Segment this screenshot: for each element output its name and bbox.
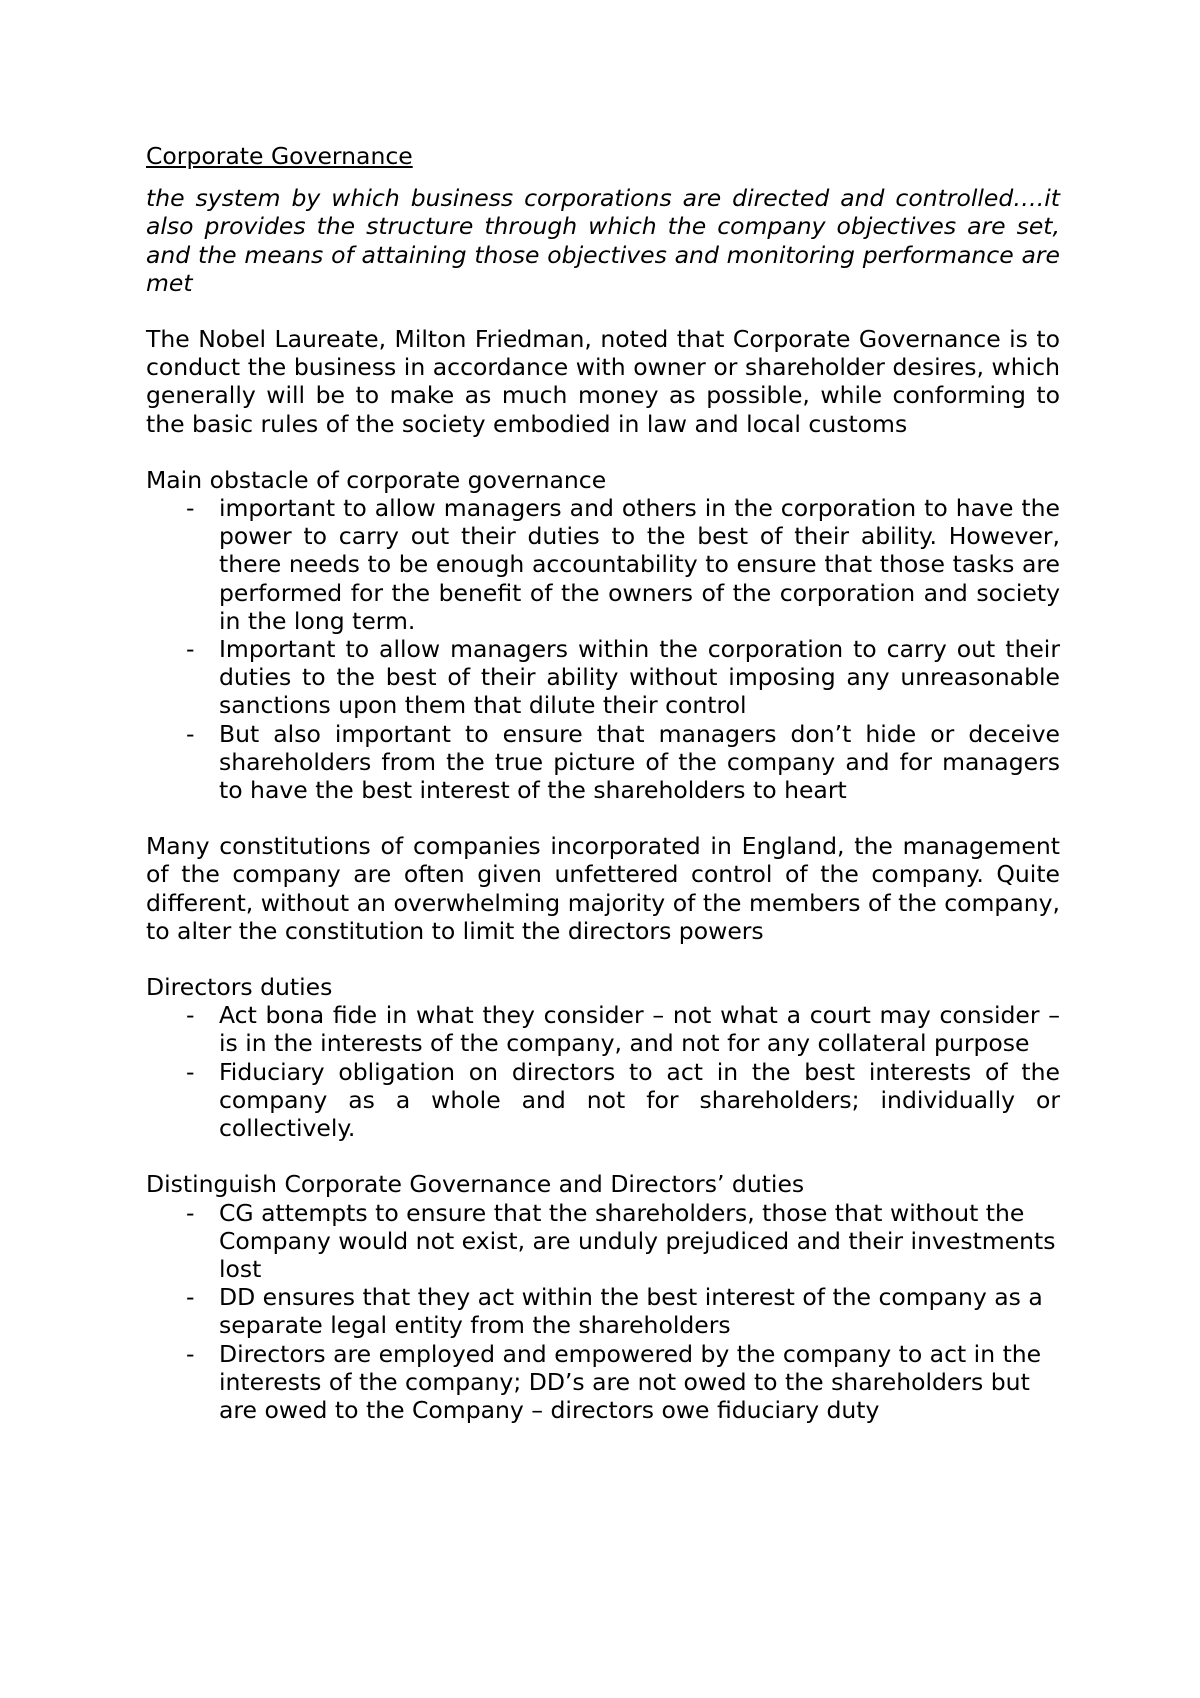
dash-bullet-icon: - — [186, 635, 195, 664]
duties-heading: Directors duties — [146, 973, 333, 1002]
constitutions-paragraph: Many constitutions of companies incorporated in England, the management of the company are often given unfettered control of the company. Quite different, without an overwhelming majority of the members of the company, to alter the constitution to limit the directors powers — [146, 832, 1060, 945]
list-item-text: But also important to ensure that managers don’t hide or deceive shareholders from the true picture of the company and for managers to have the best interest of the shareholders to heart — [219, 719, 1060, 805]
list-item-text: Important to allow managers within the corporation to carry out their duties to the best of their ability without imposing any unreasonable sanctions upon them that dilute their control — [219, 635, 1060, 720]
document-title: Corporate Governance — [146, 142, 413, 170]
list-item — [146, 1199, 1060, 1284]
distinguish-heading: Distinguish Corporate Governance and Directors’ duties — [146, 1170, 805, 1199]
dash-bullet-icon: - — [186, 1198, 195, 1227]
duties-list — [146, 1001, 1060, 1142]
list-item-text: DD ensures that they act within the best interest of the company as a separate legal entity from the shareholders — [219, 1283, 1043, 1340]
definition-paragraph: the system by which business corporations are directed and controlled….it also provides the structure through which the company objectives are set, and the means of attaining those objectives and monitoring performance are met — [146, 184, 1060, 297]
dash-bullet-icon: - — [186, 1057, 195, 1086]
list-item-text: important to allow managers and others in the corporation to have the power to carry out their duties to the best of their ability. However, there needs to be enough accountability to ensure that those tasks are performed for the benefit of the owners of the corporation and society in the long term. — [219, 494, 1060, 635]
friedman-paragraph: The Nobel Laureate, Milton Friedman, noted that Corporate Governance is to conduct the business in accordance with owner or shareholder desires, which generally will be to make as much money as possible, while conforming to the basic rules of the society embodied in law and local customs — [146, 325, 1060, 438]
distinguish-list — [146, 1199, 1060, 1425]
list-item-text: Act bona fide in what they consider – not what a court may consider – is in the interests of the company, and not for any collateral purpose — [219, 1001, 1060, 1058]
list-item — [146, 1283, 1060, 1339]
obstacle-heading: Main obstacle of corporate governance — [146, 465, 607, 494]
list-item-text: Fiduciary obligation on directors to act in the best interests of the company as a whole and not for shareholders; individually or collectively. — [219, 1057, 1060, 1143]
dash-bullet-icon: - — [186, 1001, 195, 1030]
dash-bullet-icon: - — [186, 1283, 195, 1312]
list-item-text: CG attempts to ensure that the shareholders, those that without the Company would not exist, are unduly prejudiced and their investments lost — [219, 1198, 1056, 1283]
dash-bullet-icon: - — [186, 494, 195, 523]
dash-bullet-icon: - — [186, 719, 195, 748]
list-item — [146, 1058, 1060, 1143]
list-item — [146, 635, 1060, 720]
list-item — [146, 720, 1060, 805]
list-item — [146, 494, 1060, 635]
obstacle-list — [146, 494, 1060, 804]
dash-bullet-icon: - — [186, 1339, 195, 1368]
list-item-text: Directors are employed and empowered by the company to act in the interests of the company; DD’s are not owed to the shareholders but are owed to the Company – directors owe fiduciary duty — [219, 1339, 1042, 1424]
list-item — [146, 1340, 1060, 1425]
list-item — [146, 1001, 1060, 1057]
document-page — [146, 142, 1060, 1452]
